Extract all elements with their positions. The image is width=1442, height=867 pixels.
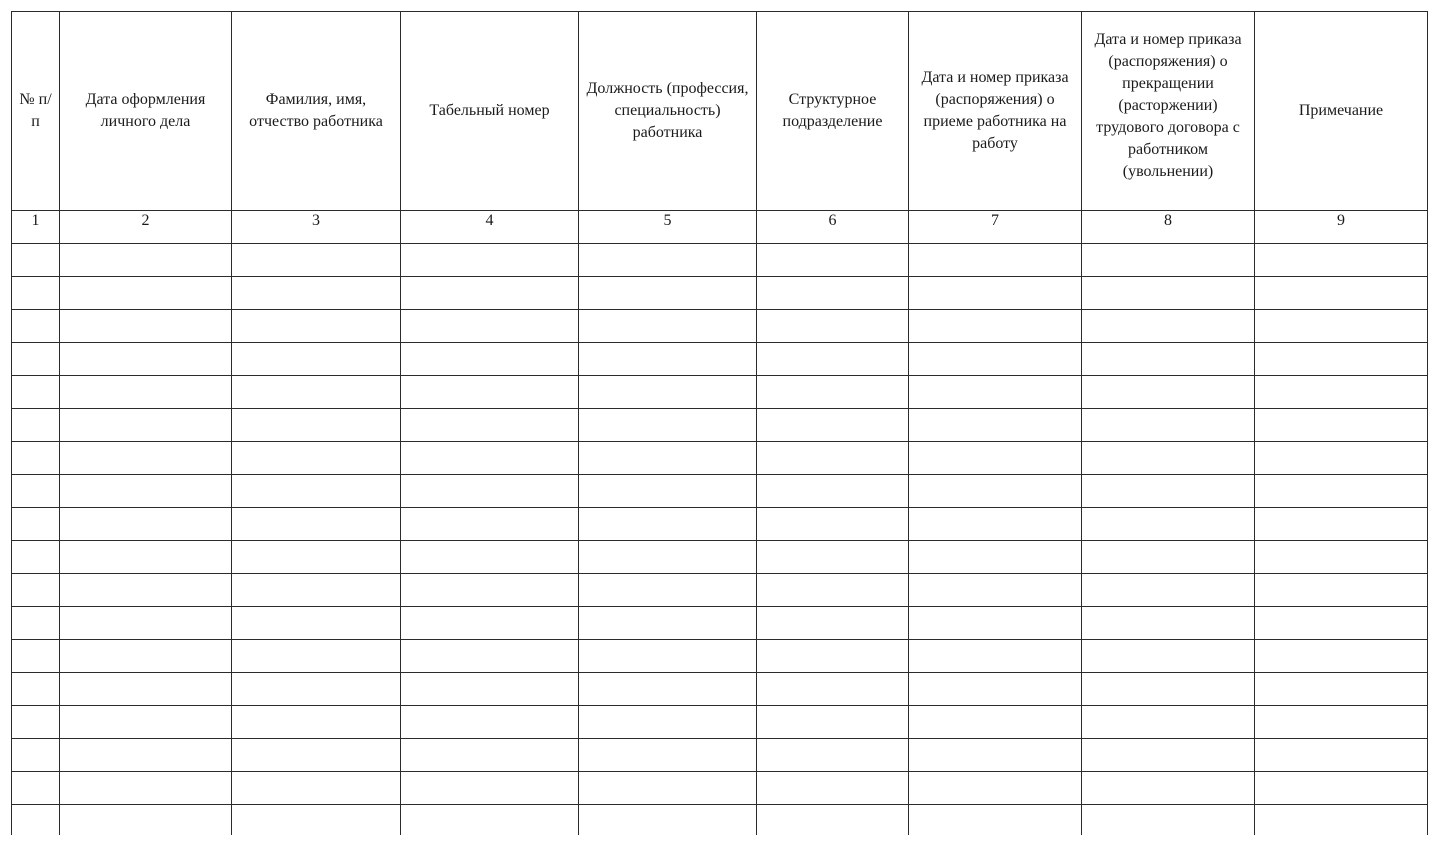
col-header-hiring-order — [909, 12, 1082, 211]
table-cell — [60, 376, 232, 409]
table-cell — [60, 244, 232, 277]
col-header-label: Примечание — [1298, 102, 1384, 119]
table-cell — [12, 343, 60, 376]
table-cell — [579, 409, 757, 442]
table-cell — [60, 739, 232, 772]
table-row — [12, 772, 1428, 805]
col-header-label: Табельный номер — [429, 102, 550, 119]
column-number: 4 — [401, 211, 579, 244]
table-cell — [1082, 574, 1255, 607]
table-cell — [401, 640, 579, 673]
col-header-label: Структурное подразделение — [782, 91, 883, 130]
table-cell — [12, 310, 60, 343]
table-cell — [401, 772, 579, 805]
table-cell — [401, 673, 579, 706]
table-cell — [757, 277, 909, 310]
table-cell — [757, 673, 909, 706]
table-cell — [909, 508, 1082, 541]
table-cell — [1255, 244, 1428, 277]
table-cell — [757, 607, 909, 640]
table-cell — [909, 673, 1082, 706]
table-cell — [1255, 475, 1428, 508]
table-cell — [401, 541, 579, 574]
table-cell — [909, 805, 1082, 836]
table-cell — [1255, 277, 1428, 310]
table-cell — [1082, 376, 1255, 409]
table-cell — [232, 310, 401, 343]
table-cell — [579, 475, 757, 508]
table-cell — [232, 541, 401, 574]
table-row — [12, 376, 1428, 409]
table-cell — [1082, 475, 1255, 508]
table-cell — [909, 772, 1082, 805]
column-number: 9 — [1255, 211, 1428, 244]
table-cell — [232, 739, 401, 772]
column-number: 6 — [757, 211, 909, 244]
table-row — [12, 508, 1428, 541]
table-cell — [1255, 508, 1428, 541]
table-cell — [232, 376, 401, 409]
table-cell — [1255, 343, 1428, 376]
column-number-row — [12, 211, 1428, 244]
column-number: 8 — [1082, 211, 1255, 244]
table-cell — [12, 244, 60, 277]
col-header-personnel-number — [401, 12, 579, 211]
table-cell — [1255, 706, 1428, 739]
col-header-position — [579, 12, 757, 211]
table-cell — [401, 805, 579, 836]
table-cell — [1082, 673, 1255, 706]
table-cell — [12, 574, 60, 607]
table-cell — [579, 343, 757, 376]
table-cell — [579, 541, 757, 574]
table-cell — [757, 706, 909, 739]
col-header-label: Фамилия, имя, отчество работника — [249, 91, 383, 130]
table-cell — [401, 244, 579, 277]
table-row — [12, 343, 1428, 376]
table-cell — [579, 508, 757, 541]
table-cell — [232, 277, 401, 310]
table-row — [12, 541, 1428, 574]
table-cell — [60, 706, 232, 739]
table-cell — [232, 673, 401, 706]
table-cell — [60, 508, 232, 541]
table-cell — [757, 343, 909, 376]
table-cell — [909, 277, 1082, 310]
header-row — [12, 12, 1428, 211]
table-cell — [909, 409, 1082, 442]
table-row — [12, 277, 1428, 310]
table-cell — [579, 244, 757, 277]
table-cell — [1082, 508, 1255, 541]
col-header-label: Дата оформления личного дела — [85, 91, 206, 130]
table-cell — [12, 541, 60, 574]
table-cell — [401, 706, 579, 739]
table-row — [12, 640, 1428, 673]
table-cell — [757, 739, 909, 772]
table-cell — [1255, 607, 1428, 640]
table-cell — [1082, 640, 1255, 673]
table-cell — [12, 508, 60, 541]
table-cell — [757, 805, 909, 836]
personnel-files-register-table — [11, 11, 1428, 835]
column-number: 5 — [579, 211, 757, 244]
table-cell — [401, 376, 579, 409]
table-cell — [757, 508, 909, 541]
table-cell — [401, 409, 579, 442]
table-cell — [232, 706, 401, 739]
table-cell — [232, 607, 401, 640]
table-cell — [232, 343, 401, 376]
table-cell — [232, 475, 401, 508]
col-header-employee-name — [232, 12, 401, 211]
table-cell — [401, 475, 579, 508]
table-cell — [909, 442, 1082, 475]
table-row — [12, 739, 1428, 772]
col-header-department — [757, 12, 909, 211]
table-row — [12, 409, 1428, 442]
col-header-note — [1255, 12, 1428, 211]
column-number: 3 — [232, 211, 401, 244]
table-cell — [909, 475, 1082, 508]
table-cell — [12, 772, 60, 805]
register-body — [12, 244, 1428, 836]
table-cell — [757, 409, 909, 442]
table-row — [12, 805, 1428, 836]
table-cell — [12, 277, 60, 310]
table-cell — [1082, 409, 1255, 442]
table-cell — [12, 409, 60, 442]
table-cell — [757, 574, 909, 607]
table-cell — [60, 409, 232, 442]
table-cell — [1255, 442, 1428, 475]
table-cell — [909, 343, 1082, 376]
table-cell — [1082, 607, 1255, 640]
table-cell — [1082, 541, 1255, 574]
table-cell — [232, 640, 401, 673]
table-cell — [1255, 640, 1428, 673]
table-cell — [1082, 277, 1255, 310]
table-cell — [1255, 409, 1428, 442]
table-row — [12, 607, 1428, 640]
table-cell — [1082, 310, 1255, 343]
table-cell — [232, 772, 401, 805]
table-cell — [757, 475, 909, 508]
col-header-row-number — [12, 12, 60, 211]
table-cell — [60, 442, 232, 475]
table-cell — [1082, 244, 1255, 277]
table-cell — [579, 706, 757, 739]
table-cell — [579, 607, 757, 640]
table-cell — [60, 574, 232, 607]
col-header-label: № п/п — [19, 91, 52, 130]
table-cell — [12, 706, 60, 739]
table-cell — [12, 376, 60, 409]
table-cell — [757, 541, 909, 574]
table-cell — [909, 541, 1082, 574]
table-cell — [909, 310, 1082, 343]
table-cell — [12, 640, 60, 673]
table-cell — [401, 343, 579, 376]
table-cell — [1082, 442, 1255, 475]
table-cell — [401, 310, 579, 343]
table-cell — [1255, 310, 1428, 343]
table-cell — [401, 607, 579, 640]
table-cell — [12, 673, 60, 706]
table-cell — [909, 640, 1082, 673]
table-cell — [60, 805, 232, 836]
table-cell — [757, 376, 909, 409]
table-cell — [12, 442, 60, 475]
table-cell — [1255, 772, 1428, 805]
table-cell — [401, 442, 579, 475]
table-cell — [1082, 739, 1255, 772]
table-cell — [1082, 805, 1255, 836]
table-cell — [579, 772, 757, 805]
table-cell — [1082, 706, 1255, 739]
table-row — [12, 706, 1428, 739]
table-cell — [60, 673, 232, 706]
table-cell — [401, 574, 579, 607]
table-row — [12, 244, 1428, 277]
table-cell — [909, 244, 1082, 277]
table-cell — [401, 508, 579, 541]
table-cell — [12, 739, 60, 772]
table-cell — [757, 640, 909, 673]
table-row — [12, 475, 1428, 508]
table-cell — [232, 244, 401, 277]
table-cell — [757, 442, 909, 475]
table-cell — [60, 772, 232, 805]
table-cell — [579, 739, 757, 772]
table-cell — [401, 277, 579, 310]
table-row — [12, 574, 1428, 607]
col-header-label: Должность (профессия, специальность) работника — [586, 80, 749, 141]
table-cell — [232, 409, 401, 442]
table-cell — [1255, 376, 1428, 409]
table-cell — [579, 673, 757, 706]
table-cell — [1255, 805, 1428, 836]
table-cell — [579, 277, 757, 310]
table-cell — [1255, 739, 1428, 772]
table-cell — [579, 376, 757, 409]
table-cell — [60, 475, 232, 508]
table-cell — [1082, 772, 1255, 805]
col-header-label: Дата и номер приказа (распоряжения) о приеме работника на работу — [921, 69, 1069, 152]
table-cell — [909, 376, 1082, 409]
table-cell — [579, 310, 757, 343]
table-cell — [60, 310, 232, 343]
column-number: 7 — [909, 211, 1082, 244]
table-cell — [12, 805, 60, 836]
table-row — [12, 310, 1428, 343]
column-number: 2 — [60, 211, 232, 244]
table-cell — [579, 574, 757, 607]
table-cell — [12, 607, 60, 640]
table-cell — [401, 739, 579, 772]
col-header-label: Дата и номер приказа (распоряжения) о прекращении (расторжении) трудового договора с работником (увольнении) — [1094, 31, 1242, 180]
table-cell — [579, 640, 757, 673]
table-cell — [757, 244, 909, 277]
table-cell — [12, 475, 60, 508]
col-header-dismissal-order — [1082, 12, 1255, 211]
table-cell — [909, 739, 1082, 772]
table-cell — [1082, 343, 1255, 376]
table-cell — [60, 277, 232, 310]
col-header-file-date — [60, 12, 232, 211]
table-cell — [1255, 541, 1428, 574]
table-cell — [232, 805, 401, 836]
table-cell — [60, 541, 232, 574]
table-cell — [232, 508, 401, 541]
table-cell — [579, 805, 757, 836]
table-cell — [232, 574, 401, 607]
table-cell — [757, 310, 909, 343]
table-cell — [909, 607, 1082, 640]
table-cell — [1255, 673, 1428, 706]
table-cell — [909, 574, 1082, 607]
table-cell — [60, 343, 232, 376]
table-cell — [579, 442, 757, 475]
table-cell — [60, 640, 232, 673]
table-row — [12, 673, 1428, 706]
column-number: 1 — [12, 211, 60, 244]
table-cell — [232, 442, 401, 475]
table-cell — [757, 772, 909, 805]
table-cell — [60, 607, 232, 640]
table-cell — [1255, 574, 1428, 607]
table-cell — [909, 706, 1082, 739]
table-row — [12, 442, 1428, 475]
